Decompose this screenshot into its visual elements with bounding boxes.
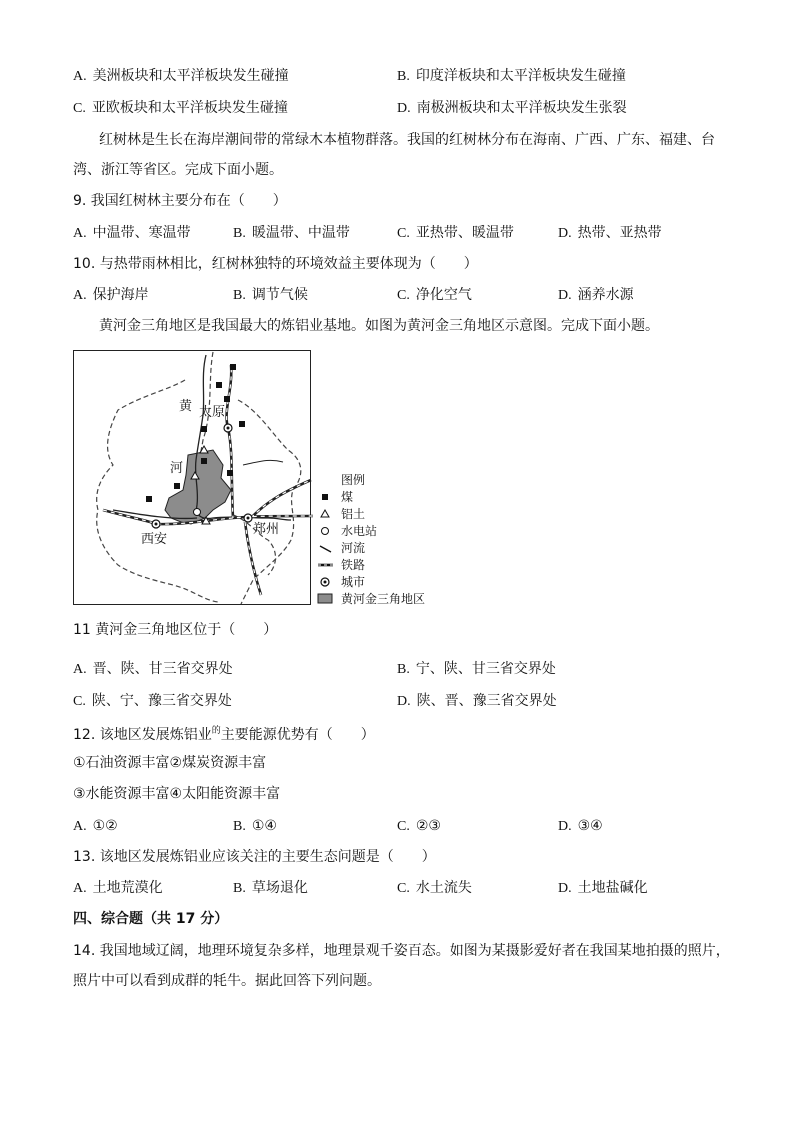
q12-option-d: D. ③④ xyxy=(558,818,603,834)
q9-option-a: A. 中温带、寒温带 xyxy=(73,225,191,241)
legend-title: 图例 xyxy=(341,473,366,487)
q9-stem: 9. 我国红树林主要分布在（ ） xyxy=(73,193,287,209)
q11-option-c: C. 陕、宁、豫三省交界处 xyxy=(73,693,232,709)
legend-region: 黄河金三角地区 xyxy=(341,592,426,606)
coal-marker xyxy=(227,470,233,476)
map-legend xyxy=(318,472,425,606)
legend-bauxite-icon xyxy=(321,510,329,517)
q12-stem: 12. 该地区发展炼铝业$^的$主要能源优势有（ ） xyxy=(73,726,375,743)
q11-stem: 11 黄河金三角地区位于（ ） xyxy=(73,622,278,638)
section-heading: 四、综合题（共 17 分） xyxy=(73,911,229,927)
q10-stem: 10. 与热带雨林相比，红树林独特的环境效益主要体现为（ ） xyxy=(73,256,478,272)
legend-region-icon xyxy=(318,594,332,603)
label-huang: 黄 xyxy=(179,399,193,414)
q10-option-b: B. 调节气候 xyxy=(233,287,308,303)
coal-marker xyxy=(146,496,152,502)
legend-river: 河流 xyxy=(341,541,366,555)
q13-stem: 13. 该地区发展炼铝业应该关注的主要生态问题是（ ） xyxy=(73,849,436,865)
coal-marker xyxy=(201,458,207,464)
legend-city: 城市 xyxy=(341,575,366,589)
q14-line1: 14. 我国地域辽阔，地理环境复杂多样，地理景观千姿百态。如图为某摄影爱好者在我国某地拍摄的照片， xyxy=(73,943,730,959)
q12-statements-line1: ①石油资源丰富②煤炭资源丰富 xyxy=(73,755,267,771)
q10-option-c: C. 净化空气 xyxy=(397,287,472,303)
coal-marker xyxy=(224,396,230,402)
q11-option-d: D. 陕、晋、豫三省交界处 xyxy=(397,693,557,709)
q9-option-b: B. 暖温带、中温带 xyxy=(233,225,350,241)
coal-marker xyxy=(216,382,222,388)
q12-statements-line2: ③水能资源丰富④太阳能资源丰富 xyxy=(73,786,281,802)
label-zhengzhou: 郑州 xyxy=(253,522,280,537)
q13-option-b: B. 草场退化 xyxy=(233,880,308,896)
coal-marker xyxy=(230,364,236,370)
yellow-river-golden-triangle-map xyxy=(73,350,443,610)
legend-railway: 铁路 xyxy=(341,558,366,572)
q8-option-b: B. 印度洋板块和太平洋板块发生碰撞 xyxy=(397,68,626,84)
passage1-line1: 红树林是生长在海岸潮间带的常绿木本植物群落。我国的红树林分布在海南、广西、广东、福建、台 xyxy=(99,132,715,148)
q11-option-a: A. 晋、陕、甘三省交界处 xyxy=(73,661,233,677)
hydro-station-marker xyxy=(194,509,201,516)
q12-option-b: B. ①④ xyxy=(233,818,277,834)
q13-option-d: D. 土地盐碱化 xyxy=(558,880,648,896)
q11-option-b: B. 宁、陕、甘三省交界处 xyxy=(397,661,556,677)
passage1-line2: 湾、浙江等省区。完成下面小题。 xyxy=(73,162,283,178)
legend-hydro-icon xyxy=(322,528,329,535)
legend-coal-icon xyxy=(322,494,328,500)
legend-river-icon xyxy=(320,546,331,552)
q10-option-a: A. 保护海岸 xyxy=(73,287,149,303)
q13-option-c: C. 水土流失 xyxy=(397,880,472,896)
label-xian: 西安 xyxy=(141,532,168,547)
legend-hydro: 水电站 xyxy=(341,524,378,538)
q8-option-d: D. 南极洲板块和太平洋板块发生张裂 xyxy=(397,100,627,116)
q14-line2: 照片中可以看到成群的牦牛。据此回答下列问题。 xyxy=(73,973,381,989)
q12-option-a: A. ①② xyxy=(73,818,118,834)
legend-coal: 煤 xyxy=(341,490,354,504)
q8-option-a: A. 美洲板块和太平洋板块发生碰撞 xyxy=(73,68,289,84)
label-taiyuan: 太原 xyxy=(199,405,226,420)
coal-marker xyxy=(174,483,180,489)
q9-option-c: C. 亚热带、暖温带 xyxy=(397,225,514,241)
q8-option-c: C. 亚欧板块和太平洋板块发生碰撞 xyxy=(73,100,288,116)
label-he: 河 xyxy=(170,461,184,476)
coal-marker xyxy=(239,421,245,427)
passage2: 黄河金三角地区是我国最大的炼铝业基地。如图为黄河金三角地区示意图。完成下面小题。 xyxy=(99,318,659,334)
legend-bauxite: 铝土 xyxy=(341,507,366,521)
q13-option-a: A. 土地荒漠化 xyxy=(73,880,163,896)
q10-option-d: D. 涵养水源 xyxy=(558,287,634,303)
q9-option-d: D. 热带、亚热带 xyxy=(558,225,662,241)
q12-option-c: C. ②③ xyxy=(397,818,441,834)
coal-marker xyxy=(201,426,207,432)
